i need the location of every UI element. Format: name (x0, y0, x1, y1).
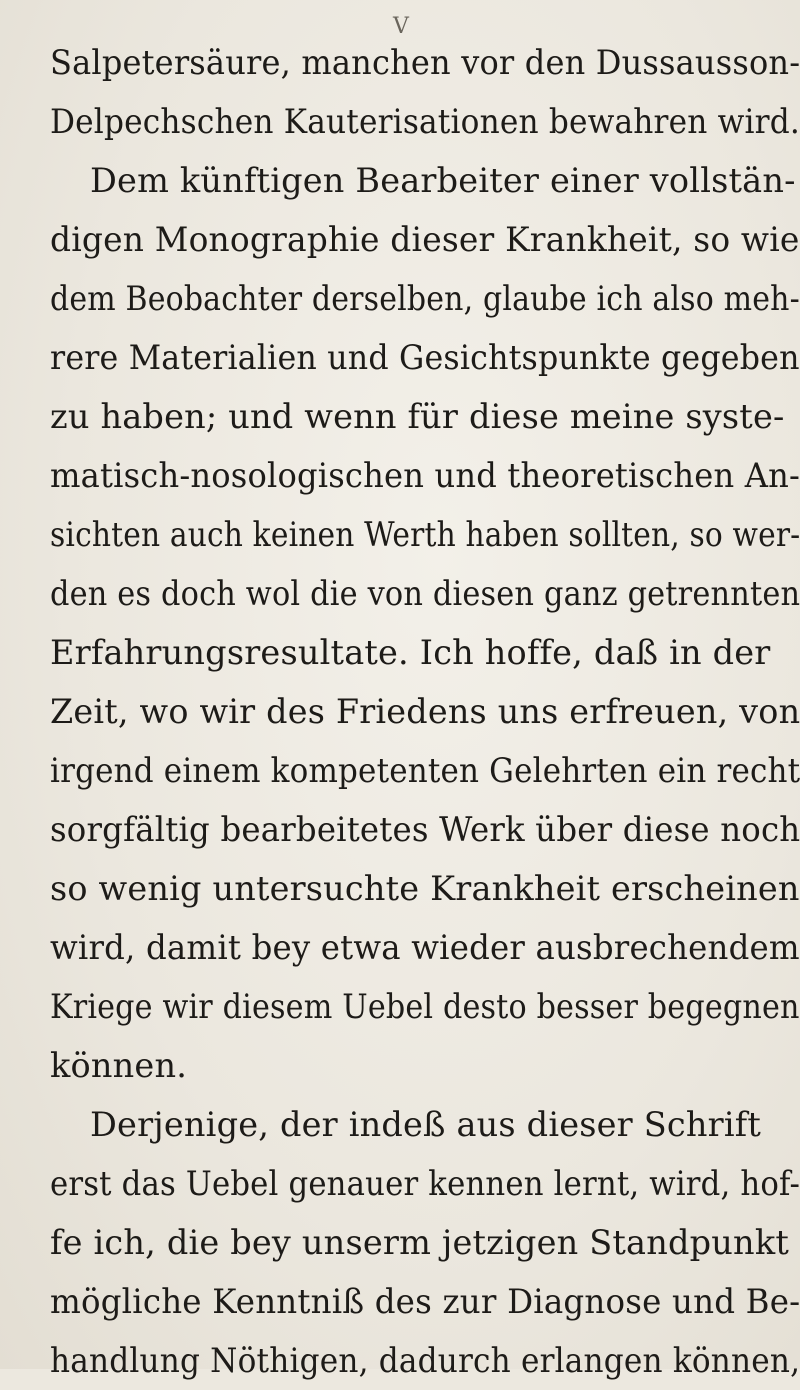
text-line: digen Monographie dieser Krankheit, so wie (50, 220, 800, 259)
text-line: zu haben; und wenn für diese meine syste- (50, 397, 785, 436)
text-line: matisch-nosologischen und theoretischen An- (50, 456, 800, 495)
text-line: mögliche Kenntniß des zur Diagnose und Be- (50, 1282, 800, 1321)
text-line: den es doch wol die von diesen ganz getrennten (50, 574, 800, 613)
text-line: können. (50, 1046, 188, 1085)
text-line: rere Materialien und Gesichtspunkte gegeben (50, 338, 800, 377)
text-line: handlung Nöthigen, dadurch erlangen können, (50, 1341, 800, 1380)
text-line: Dem künftigen Bearbeiter einer vollstän- (90, 161, 796, 200)
text-line: irgend einem kompetenten Gelehrten ein recht (50, 751, 800, 790)
text-line: wird, damit bey etwa wieder ausbrechendem (50, 928, 800, 967)
text-line: sichten auch keinen Werth haben sollten, so wer- (50, 515, 800, 554)
text-line: Salpetersäure, manchen vor den Dussausson- (50, 43, 800, 82)
text-line: Delpechschen Kauterisationen bewahren wird. (50, 102, 800, 141)
text-line: Derjenige, der indeß aus dieser Schrift (90, 1105, 762, 1144)
text-line: sorgfältig bearbeitetes Werk über diese noch (50, 810, 800, 849)
text-line: Zeit, wo wir des Friedens uns erfreuen, von (50, 692, 800, 731)
text-line: dem Beobachter derselben, glaube ich also meh- (50, 279, 800, 318)
text-line: fe ich, die bey unserm jetzigen Standpunkt (50, 1223, 789, 1262)
text-line: erst das Uebel genauer kennen lernt, wird, hof- (50, 1164, 800, 1203)
text-line: so wenig untersuchte Krankheit erscheinen (50, 869, 800, 908)
text-line: Kriege wir diesem Uebel desto besser begegnen (50, 987, 800, 1026)
text-line: Erfahrungsresultate. Ich hoffe, daß in der (50, 633, 771, 672)
page-number: V (393, 14, 410, 39)
